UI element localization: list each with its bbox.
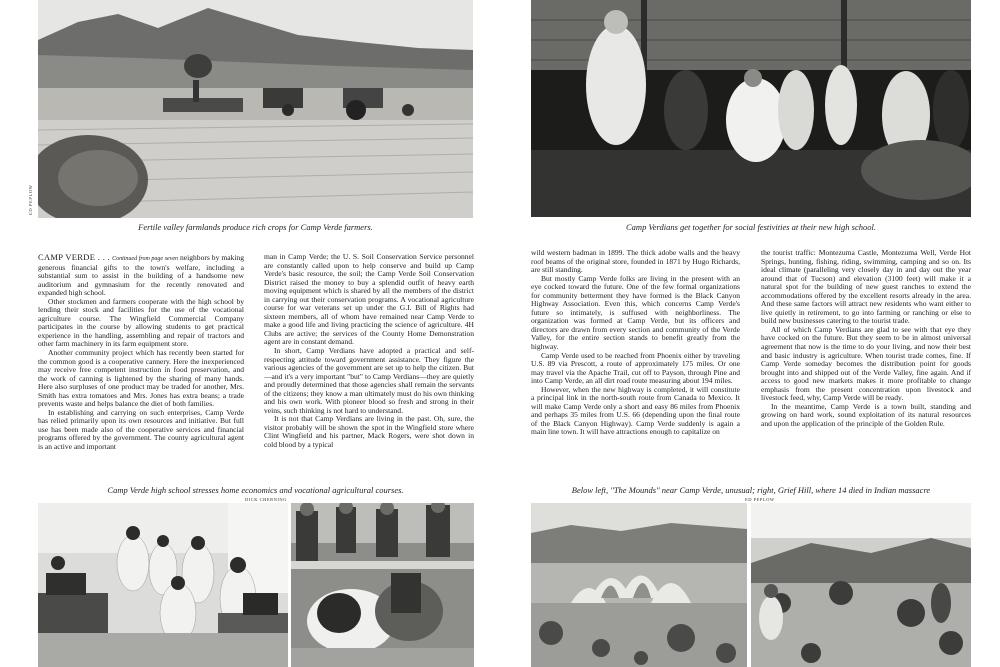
livestock-photo [291,503,474,667]
column-3-paragraph-4: However, when the new highway is completed, it will constitute a principal link in the north-south route from Canada to Mexico. It will make Camp Verde only a short and easy 86 miles from Phoenix and perhaps 35 miles from U.S. 66 (depending upon the final route of the Black Canyon Highway). Camp Verde suddenly is again a main line town. It will have attractions enough to capitalize on [531,384,740,437]
farm-field-photo [38,0,473,218]
farm-photo-caption: Fertile valley farmlands produce rich crops for Camp Verde farmers. [138,222,373,232]
column-1-paragraph-3: Another community project which has recently been started for the common good is a cooperative cannery. Here the inexperienced may receive free competent instruction in food preservation, and the work of canning is lightened by the sharing of many hands. Here also surpluses of one product may be traded for another, Mrs. Smith has extra tomatoes and Mrs. Jones has extra beans; a trade prevents waste and helps balance the diet of both families. [38,348,244,409]
landscape-photos-caption: Below left, "The Mounds" near Camp Verde, unusual; right, Grief Hill, where 14 died in Indian massacre [571,485,931,495]
column-4-paragraph-3: In the meantime, Camp Verde is a town built, standing and growing on hard work, sound exploitation of its natural resources and upon the application of the principle of the Golden Rule. [761,401,971,428]
dance-photo-caption: Camp Verdians get together for social festivities at their new high school. [626,222,876,232]
column-3-paragraph-2: But mostly Camp Verde folks are living in the present with an eye cocked toward the future. One of the few formal organizations for community betterment they have formed is the Black Canyon Highway Association. Even this, which concerns Camp Verde's future so intimately, is suffused with neighborliness. The organization was formed at Camp Verde, but its officers and directors are drawn from every section and community of the Verde Valley, for the entire section stands to benefit greatly from the highway. [531,273,740,352]
grief-hill-photo [751,503,971,667]
landscape-photo-credit: ED PEPLOW [745,497,775,502]
article-kicker: CAMP VERDE . . . [38,252,111,262]
column-1-paragraph-1: CAMP VERDE . . . Continued from page seven neighbors by making generous financial gifts to the town's welfare, including a substantial sum to assist in the building of a handsome new auditorium and gymnasium for the recently renovated and expanded high school. [38,252,244,298]
column-2-paragraph-2: In short, Camp Verdians have adopted a practical and self-respecting attitude toward government assistance. They figure the various agencies of the government are set up to help the citizen. But—and it's a very important "but" to Camp Verdians—they are quietly and proudly determined that those agencies shall remain the servants of the citizens; they know a man ultimately must do his own thinking and his own work. With pioneer blood so fresh and strong in their veins, such thinking is not hard to understand. [264,346,474,415]
school-photo-credit: DICK CHERNING [245,497,287,502]
photo-credit-vertical: ED PEPLOW [28,184,33,215]
column-3-paragraph-3: Camp Verde used to be reached from Phoenix either by traveling U.S. 89 via Prescott, a route of approximately 175 miles. Or one may travel via the Apache Trail, cut off to Payson, through Pine and into Camp Verde, an all dirt road route measuring about 194 miles. [531,350,740,386]
column-1-paragraph-4: In establishing and carrying on such enterprises, Camp Verde has relied primarily upon its own resources and initiative. But full use has been made also of the cooperative services and financial programs offered by the government. The county agricultural agent is an active and important [38,407,244,452]
column-3-paragraph-1: wild western badman in 1899. The thick adobe walls and the heavy roof beams of the original store, founded in 1871 by Hugo Richards, are still standing. [531,248,740,275]
home-economics-photo [38,503,288,667]
article-column-1 [38,253,244,452]
column-4-paragraph-1: the tourist traffic: Montezuma Castle, Montezuma Well, Verde Hot Springs, hunting, fishing, riding, swimming, camping and so on. Its ideal climate (paralleling very closely day in and day out the year around that of Tucson) and elevation (3100 feet) will make it a natural spot for the building of new guest ranches to extend the accommodations offered by the excellent resorts already in the area. And these same factors will attract new residents who want either to live quietly in retirement, to go into farming or ranching or else to build new businesses catering to the tourist trade. [761,248,971,326]
mounds-photo [531,503,747,667]
continued-note: Continued from page seven [112,256,179,262]
article-column-2 [264,253,474,450]
article-column-4 [761,249,971,428]
column-4-paragraph-2: All of which Camp Verdians are glad to see with that eye they have cocked on the future. But they seem to be in almost universal agreement that now is the time to do your living, and now their best and basic industry is agriculture. When tourist trade comes, fine. If Camp Verde someday becomes the distribution point for goods brought into and shipped out of the Verde Valley, fine again. And if access to good new markets makes it more profitable to change emphasis from the present concentration upon livestock and livestock feed, why, Camp Verde will be ready. [761,324,971,403]
column-1-paragraph-2: Other stockmen and farmers cooperate with the high school by lending their stock and facilities for the use of the vocational agriculture course. The Wingfield Commercial Company participates in the course by allowing students to get practical experience in the handling, assembling and repair of tractors and other farm machinery in its farm equipment store. [38,296,244,349]
column-2-paragraph-1: man in Camp Verde; the U. S. Soil Conservation Service personnel are constantly called upon to help conserve and build up Camp Verde's basic resource, the soil; the Camp Verde Soil Conservation District raised the money to buy a splendid outfit of heavy earth moving equipment which is shared by all the members of the district in carrying out their conservation programs. A vocational agriculture course for war veterans set up under the G.I. Bill of Rights had sixteen members, all of whom have remained near Camp Verde to make a good life and living practicing the science of agriculture. 4H Clubs are active; the services of the County Home Demonstration agent are in constant demand. [264,252,474,347]
dance-photo [531,0,971,217]
article-column-3 [531,249,740,437]
column-2-paragraph-3: It is not that Camp Verdians are living in the past. Oh, sure, the visitor probably will be shown the spot in the Wingfield store where Clint Wingfield and his partner, Mack Rogers, were shot down in cold blood by a typical [264,414,474,450]
school-photos-caption: Camp Verde high school stresses home economics and vocational agricultural courses. [107,485,404,495]
